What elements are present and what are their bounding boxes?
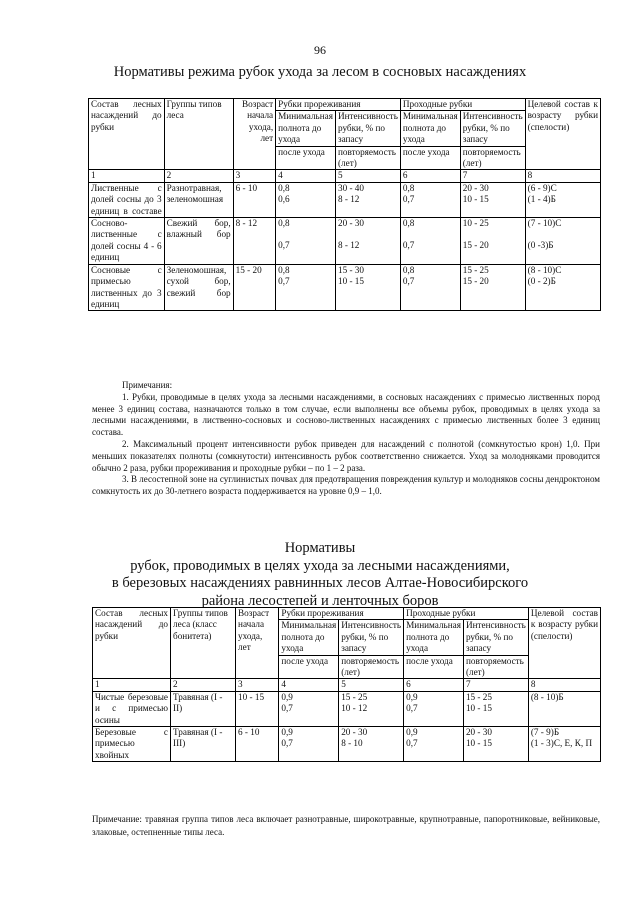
cell-min-density	[276, 218, 336, 265]
header-after: после ухода	[276, 146, 336, 170]
column-number: 5	[335, 170, 400, 182]
cell-forest-group: Разнотравная, зеленомошная	[164, 182, 233, 217]
cell-intensity	[463, 691, 528, 726]
cell-min-density	[400, 182, 460, 217]
header-min-density: Минимальная полнота до ухода	[404, 620, 464, 655]
value-before: 0,8	[278, 182, 290, 193]
value-intensity: 15 - 25	[465, 691, 492, 702]
cell-forest-group: Травяная (I - II)	[171, 691, 236, 726]
header-intensity: Интенсивность рубки, % по запасу	[339, 620, 404, 655]
value-intensity: 20 - 30	[465, 727, 492, 738]
header-age: Возраст начала ухода, лет	[236, 608, 279, 679]
cell-age: 8 - 12	[233, 218, 276, 265]
value-target: (8 - 10)С	[527, 264, 562, 275]
cell-intensity	[335, 182, 400, 217]
note-birch: Примечание: травяная группа типов леса включает разнотравные, широкотравные, крупнотравные, папоротниковые, вейниковые, злаковые, остепненные типы леса.	[92, 814, 600, 837]
cell-target	[525, 182, 600, 217]
header-thinning: Рубки прореживания	[279, 608, 404, 620]
value-intensity: 10 - 25	[462, 218, 489, 229]
value-target: (0 -3)Б	[527, 240, 554, 251]
value-intensity: 15 - 30	[337, 264, 364, 275]
value-intensity: 20 - 30	[462, 182, 489, 193]
value-target: (7 - 9)Б	[530, 727, 560, 738]
cell-intensity	[335, 264, 400, 311]
note-1: 1. Рубки, проводимые в целях ухода за лесными насаждениями, в сосновых насаждениях с примесью лиственных пород менее 3 единиц состава, назначаются только в том случае, если выполнены все объемы рубок, проводимых в целях ухода за лесными насаждениями, в лиственно-сосновых и сосново-лиственных насаждениях с примесью лиственных более 3 единиц состава.	[92, 391, 600, 438]
value-repeat: 15 - 20	[462, 276, 489, 287]
value-target: (6 - 9)С	[527, 182, 557, 193]
cell-target	[525, 218, 600, 265]
header-repeat: повторяемость (лет)	[339, 655, 404, 679]
cell-forest-group: Травяная (I - III)	[171, 727, 236, 762]
note-2: 2. Максимальный процент интенсивности рубок приведен для насаждений с полнотой (сомкнутостью крон) 1,0. При меньших показателях полноты (сомкнутости) интенсивность рубок соответственно снижается. Уход за молодняками проводится обычно 2 раза, рубки прореживания и проходные рубки – по 1 – 2 раза.	[92, 438, 600, 473]
header-repeat: повторяемость (лет)	[335, 146, 400, 170]
table-row	[93, 727, 601, 762]
value-before: 0,9	[406, 727, 418, 738]
value-after: 0,7	[278, 240, 290, 251]
value-after: 0,6	[278, 194, 290, 205]
column-number: 6	[400, 170, 460, 182]
cell-composition: Чистые березовые и с примесью осины	[93, 691, 171, 726]
cell-min-density	[276, 264, 336, 311]
value-intensity: 20 - 30	[341, 727, 368, 738]
column-number: 4	[279, 679, 339, 691]
value-repeat: 15 - 20	[462, 240, 489, 251]
header-target-composition: Целевой состав к возрасту рубки (спелости)	[525, 99, 600, 170]
cell-target	[525, 264, 600, 311]
header-min-density: Минимальная полнота до ухода	[400, 111, 460, 146]
title-birch-line: в березовых насаждениях равнинных лесов Алтае-Новосибирского	[111, 575, 529, 592]
value-after: 0,7	[402, 194, 415, 205]
cell-intensity	[463, 727, 528, 762]
header-repeat: повторяемость (лет)	[463, 655, 528, 679]
value-target: (0 - 2)Б	[527, 276, 556, 287]
note-3: 3. В лесостепной зоне на суглинистых почвах для предотвращения повреждения культур и молодняков сосны дендроктоном сомкнутость их до 30-летнего возраста поддерживается на уровне 0,9 – 1,0.	[92, 474, 600, 497]
cell-target	[528, 691, 600, 726]
cell-age: 10 - 15	[236, 691, 279, 726]
value-repeat: 8 - 12	[337, 240, 360, 251]
header-passing-cuts: Проходные рубки	[404, 608, 529, 620]
value-repeat: 10 - 15	[465, 703, 492, 714]
value-repeat: 10 - 15	[337, 276, 364, 287]
value-target: (8 - 10)Б	[530, 691, 564, 702]
cell-min-density	[279, 691, 339, 726]
header-min-density: Минимальная полнота до ухода	[276, 111, 336, 146]
column-number: 5	[339, 679, 404, 691]
column-number: 8	[528, 679, 600, 691]
notes	[92, 380, 600, 498]
value-after: 0,7	[402, 276, 415, 287]
pine-table	[88, 98, 601, 311]
value-before: 0,8	[402, 264, 415, 275]
value-intensity: 15 - 25	[341, 691, 368, 702]
value-after: 0,7	[402, 240, 415, 251]
header-after: после ухода	[279, 655, 339, 679]
column-number: 8	[525, 170, 600, 182]
cell-forest-group: Свежий бор, влажный бор	[164, 218, 233, 265]
value-repeat: 10 - 15	[462, 194, 489, 205]
title-birch	[0, 540, 640, 610]
value-before: 0,8	[402, 218, 415, 229]
cell-min-density	[400, 264, 460, 311]
page-number: 96	[314, 43, 326, 57]
cell-age: 6 - 10	[233, 182, 276, 217]
value-target: (7 - 10)С	[527, 218, 562, 229]
cell-intensity	[460, 218, 525, 265]
value-before: 0,8	[278, 264, 290, 275]
value-intensity: 15 - 25	[462, 264, 489, 275]
header-intensity: Интенсивность рубки, % по запасу	[463, 620, 528, 655]
cell-min-density	[404, 727, 464, 762]
header-target-composition: Целевой состав к возрасту рубки (спелости)	[528, 608, 600, 679]
value-repeat: 8 - 10	[341, 738, 363, 749]
column-number: 3	[236, 679, 279, 691]
header-after: после ухода	[400, 146, 460, 170]
value-before: 0,9	[281, 727, 293, 738]
header-composition: Состав лесных насаждений до рубки	[93, 608, 171, 679]
column-number: 3	[233, 170, 276, 182]
header-repeat: повторяемость (лет)	[460, 146, 525, 170]
value-intensity: 30 - 40	[337, 182, 364, 193]
column-number: 1	[89, 170, 165, 182]
header-min-density: Минимальная полнота до ухода	[279, 620, 339, 655]
value-target: (1 - 4)Б	[527, 194, 556, 205]
header-intensity: Интенсивность рубки, % по запасу	[335, 111, 400, 146]
cell-min-density	[279, 727, 339, 762]
cell-target	[528, 727, 600, 762]
header-composition: Состав лесных насаждений до рубки	[89, 99, 165, 170]
title-birch-line: рубок, проводимых в целях ухода за лесными насаждениями,	[130, 557, 510, 574]
column-number: 1	[93, 679, 171, 691]
column-number: 2	[164, 170, 233, 182]
header-age: Возраст начала ухода, лет	[233, 99, 276, 170]
cell-age: 15 - 20	[233, 264, 276, 311]
header-forest-groups: Группы типов леса (класс бонитета)	[171, 608, 236, 679]
cell-intensity	[460, 264, 525, 311]
column-number: 7	[463, 679, 528, 691]
table-row	[89, 264, 601, 311]
value-repeat: 8 - 12	[337, 194, 360, 205]
cell-composition: Березовые с примесью хвойных	[93, 727, 171, 762]
value-before: 0,9	[406, 691, 418, 702]
header-thinning: Рубки прореживания	[276, 99, 401, 111]
cell-intensity	[335, 218, 400, 265]
cell-min-density	[404, 691, 464, 726]
value-after: 0,7	[278, 276, 290, 287]
cell-min-density	[276, 182, 336, 217]
value-after: 0,7	[281, 738, 293, 749]
value-target: (1 - 3)С, Е, К, П	[530, 738, 593, 749]
cell-composition: Сосновые с примесью лиственных до 3 единиц	[89, 264, 165, 311]
cell-composition: Лиственные с долей сосны до 3 единиц в составе	[89, 182, 165, 217]
cell-min-density	[400, 218, 460, 265]
value-before: 0,8	[402, 182, 415, 193]
cell-intensity	[460, 182, 525, 217]
header-after: после ухода	[404, 655, 464, 679]
title-birch-line: района лесостепей и ленточных боров	[201, 592, 439, 609]
cell-composition: Сосново-лиственные с долей сосны 4 - 6 единиц	[89, 218, 165, 265]
value-before: 0,8	[278, 218, 290, 229]
table-row	[93, 691, 601, 726]
value-repeat: 10 - 12	[341, 703, 368, 714]
value-repeat: 10 - 15	[465, 738, 492, 749]
column-number: 2	[171, 679, 236, 691]
table-row	[89, 218, 601, 265]
header-forest-groups: Группы типов леса	[164, 99, 233, 170]
notes-heading: Примечания:	[122, 380, 173, 390]
value-intensity: 20 - 30	[337, 218, 364, 229]
value-before: 0,9	[281, 691, 293, 702]
column-number: 6	[404, 679, 464, 691]
column-number: 4	[276, 170, 336, 182]
cell-intensity	[339, 691, 404, 726]
value-after: 0,7	[281, 703, 293, 714]
table-row	[89, 182, 601, 217]
value-after: 0,7	[406, 703, 418, 714]
birch-table	[92, 607, 601, 762]
column-number: 7	[460, 170, 525, 182]
cell-age: 6 - 10	[236, 727, 279, 762]
cell-intensity	[339, 727, 404, 762]
header-passing-cuts: Проходные рубки	[400, 99, 525, 111]
title-pine: Нормативы режима рубок ухода за лесом в сосновых насаждениях	[113, 64, 527, 80]
title-birch-line: Нормативы	[284, 540, 356, 556]
cell-forest-group: Зеленомошная, сухой бор, свежий бор	[164, 264, 233, 311]
header-intensity: Интенсивность рубки, % по запасу	[460, 111, 525, 146]
value-after: 0,7	[406, 738, 418, 749]
